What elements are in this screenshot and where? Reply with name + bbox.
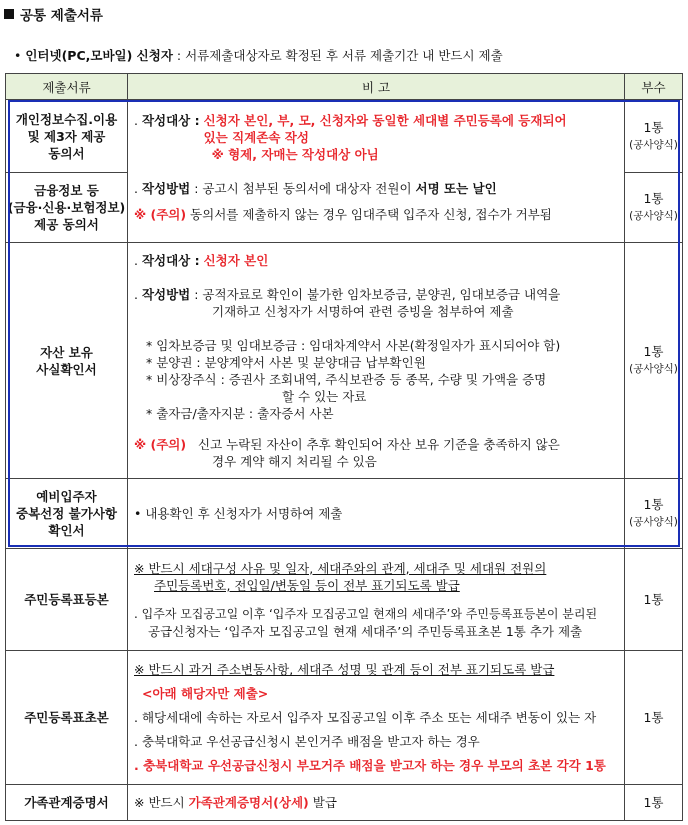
doc-name: 주민등록표초본: [6, 651, 128, 785]
table-row: [6, 243, 683, 479]
copies-cell: 1통: [625, 651, 683, 785]
copies-cell: 1통 (공사양식): [625, 479, 683, 549]
header-note: 비 고: [128, 74, 625, 100]
intro-line: • 인터넷(PC,모바일) 신청자 : 서류제출대상자로 확정된 후 서류 제출기간 내 반드시 제출: [14, 48, 503, 63]
doc-name: 개인정보수집.이용 및 제3자 제공 동의서: [6, 100, 128, 173]
doc-name: 자산 보유 사실확인서: [6, 243, 128, 479]
table-header-row: [6, 74, 683, 100]
note-cell: ※ 반드시 과거 주소변동사항, 세대주 성명 및 관계 등이 전부 표기되도록 발급 <아래 해당자만 제출> . 해당세대에 속하는 자로서 입주자 모집공고일 이후 주소 또는 세대주 변동이 있는 자 . 충북대학교 우선공급신청시 본인거주 배점을 받고자 하는 경우 . 충북대학교 우선공급신청시 부모거주 배점을 받고자 하는 경우 부모의 초본 각각 1통: [128, 651, 625, 785]
copies-cell: 1통 (공사양식): [625, 173, 683, 243]
note-cell: • 내용확인 후 신청자가 서명하여 제출: [128, 479, 625, 549]
doc-name: 금융정보 등 (금융·신용·보험정보) 제공 동의서: [6, 173, 128, 243]
doc-name: 주민등록표등본: [6, 549, 128, 651]
section-title: 공통 제출서류: [4, 4, 103, 24]
header-doc: 제출서류: [6, 74, 128, 100]
square-bullet-icon: [4, 9, 14, 19]
table-row: [6, 479, 683, 549]
copies-cell: 1통: [625, 785, 683, 821]
note-cell: . 작성대상 : 신청자 본인, 부, 모, 신청자와 동일한 세대별 주민등록에 등재되어 있는 직계존속 작성 ※ 형제, 자매는 작성대상 아님 . 작성방법 : 공고시 첨부된 동의서에 대상자 전원이 서명 또는 날인 ※ (주의) 동의서를 제출하지 않는 경우 임대주택 입주자 신청, 접수가 거부됨: [128, 100, 625, 243]
table-row: [6, 785, 683, 821]
note-cell: . 작성대상 : 신청자 본인 . 작성방법 : 공적자료로 확인이 불가한 임차보증금, 분양권, 임대보증금 내역을 기재하고 신청자가 서명하여 관련 증빙을 첨부하여 제출 * 임차보증금 및 임대보증금 : 임대차계약서 사본(확정일자가 표시되어야 함) * 분양권 : 분양계약서 사본 및 분양대금 납부확인원 * 비상장주식 : 증권사 조회내역, 주식보관증 등 종목, 수량 및 가액을 증명 할 수 있는 자료 * 출자금/출자지분 : 출자증서 사본 ※ (주의) 신고 누락된 자산이 추후 확인되어 자산 보유 기준을 충족하지 않은 경우 계약 해지 처리될 수 있음: [128, 243, 625, 479]
document-table: [5, 73, 683, 821]
doc-name: 예비입주자 중복선정 불가사항 확인서: [6, 479, 128, 549]
table-row: [6, 651, 683, 785]
copies-cell: 1통 (공사양식): [625, 243, 683, 479]
doc-name: 가족관계증명서: [6, 785, 128, 821]
table-row: [6, 549, 683, 651]
header-copies: 부수: [625, 74, 683, 100]
copies-cell: 1통 (공사양식): [625, 100, 683, 173]
table-row: [6, 100, 683, 173]
note-cell: ※ 반드시 가족관계증명서(상세) 발급: [128, 785, 625, 821]
copies-cell: 1통: [625, 549, 683, 651]
note-cell: ※ 반드시 세대구성 사유 및 일자, 세대주와의 관계, 세대주 및 세대원 전원의 주민등록번호, 전입일/변동일 등이 전부 표기되도록 발급 . 입주자 모집공고일 이후 ‘입주자 모집공고일 현재의 세대주’와 주민등록표등본이 분리된 공급신청자는 ‘입주자 모집공고일 현재 세대주’의 주민등록표초본 1통 추가 제출: [128, 549, 625, 651]
